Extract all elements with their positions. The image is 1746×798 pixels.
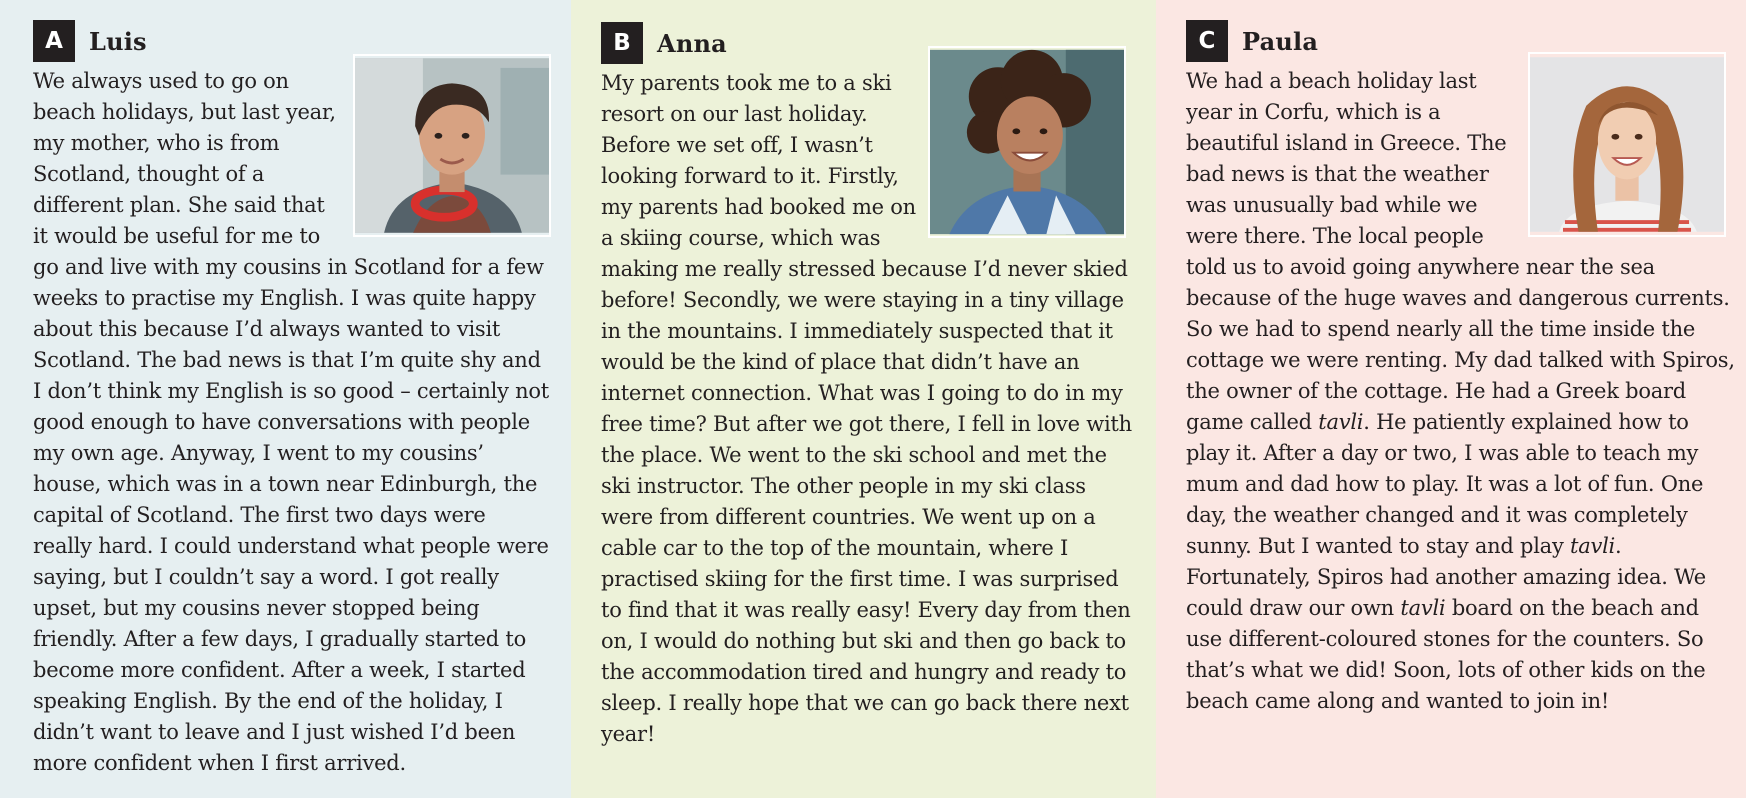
- paula-photo: [1528, 52, 1726, 237]
- panel-anna: [571, 0, 1156, 798]
- girl-long-hair-portrait-image: [1530, 54, 1724, 235]
- panel-letter-badge: C: [1186, 20, 1228, 62]
- italic-term: tavli: [1570, 534, 1616, 558]
- panel-text: My parents took me to a ski resort on our last holiday. Before we set off, I wasn’t looking forward to it. Firstly, my parents had booked me on a skiing course, which was making me really stressed because I’d never skied before! Secondly, we were staying in a tiny village in the mountains. I immediately suspected that it would be the kind of place that didn’t have an internet connection. What was I going to do in my free time? But after we got there, I fell in love with the place. We went to the ski school and met the ski instructor. The other people in my ski class were from different countries. We went up on a cable car to the top of the mountain, where I practised skiing for the first time. I was surprised to find that it was really easy! Every day from then on, I would do nothing but ski and then go back to the accommodation tired and hungry and ready to sleep. I really hope that we can go back there next year!: [601, 71, 1132, 746]
- panel-text: We always used to go on beach holidays, but last year, my mother, who is from Scotland, thought of a different plan. She said that it would be useful for me to go and live with my cousins in Scotland for a few weeks to practise my English. I was quite happy about this because I’d always wanted to visit Scotland. The bad news is that I’m quite shy and I don’t think my English is so good – certainly not good enough to have conversations with people my own age. Anyway, I went to my cousins’ house, which was in a town near Edinburgh, the capital of Scotland. The first two days were really hard. I could understand what people were saying, but I couldn’t say a word. I got really upset, but my cousins never stopped being friendly. After a few days, I gradually started to become more confident. After a week, I started speaking English. By the end of the holiday, I didn’t want to leave and I just wished I’d been more confident when I first arrived.: [33, 69, 549, 775]
- text-segment: board on the beach and use different-coloured stones for the counters. So that’s what we did! Soon, lots of other kids on the beach came along and wanted to join in!: [1186, 596, 1706, 713]
- panel-paula: [1156, 0, 1746, 798]
- girl-curly-hair-portrait-image: [930, 48, 1124, 236]
- italic-term: tavli: [1318, 410, 1364, 434]
- panel-letter-badge: B: [601, 22, 643, 64]
- text-segment: We had a beach holiday last year in Corfu, which is a beautiful island in Greece. The bad news is that the weather was unusually bad while we were there. The local people told us to avoid going anywhere near the sea because of the huge waves and dangerous currents. So we had to spend nearly all the time inside the cottage we were renting. My dad talked with Spiros, the owner of the cottage. He had a Greek board game called: [1186, 69, 1735, 434]
- text-segment: . Fortunately, Spiros had another amazing idea. We could draw our own: [1186, 534, 1706, 620]
- boy-portrait-image: [355, 56, 549, 235]
- panel-name: Paula: [1242, 26, 1319, 56]
- panel-luis: [0, 0, 571, 798]
- panel-name: Luis: [89, 26, 147, 56]
- panel-letter-badge: A: [33, 20, 75, 62]
- italic-term: tavli: [1400, 596, 1446, 620]
- anna-photo: [928, 46, 1126, 238]
- luis-photo: [353, 54, 551, 237]
- panel-name: Anna: [657, 28, 727, 58]
- text-segment: . He patiently explained how to play it. After a day or two, I was able to teach my mum and dad how to play. It was a lot of fun. One day, the weather changed and it was completely sunny. But I wanted to stay and play: [1186, 410, 1704, 558]
